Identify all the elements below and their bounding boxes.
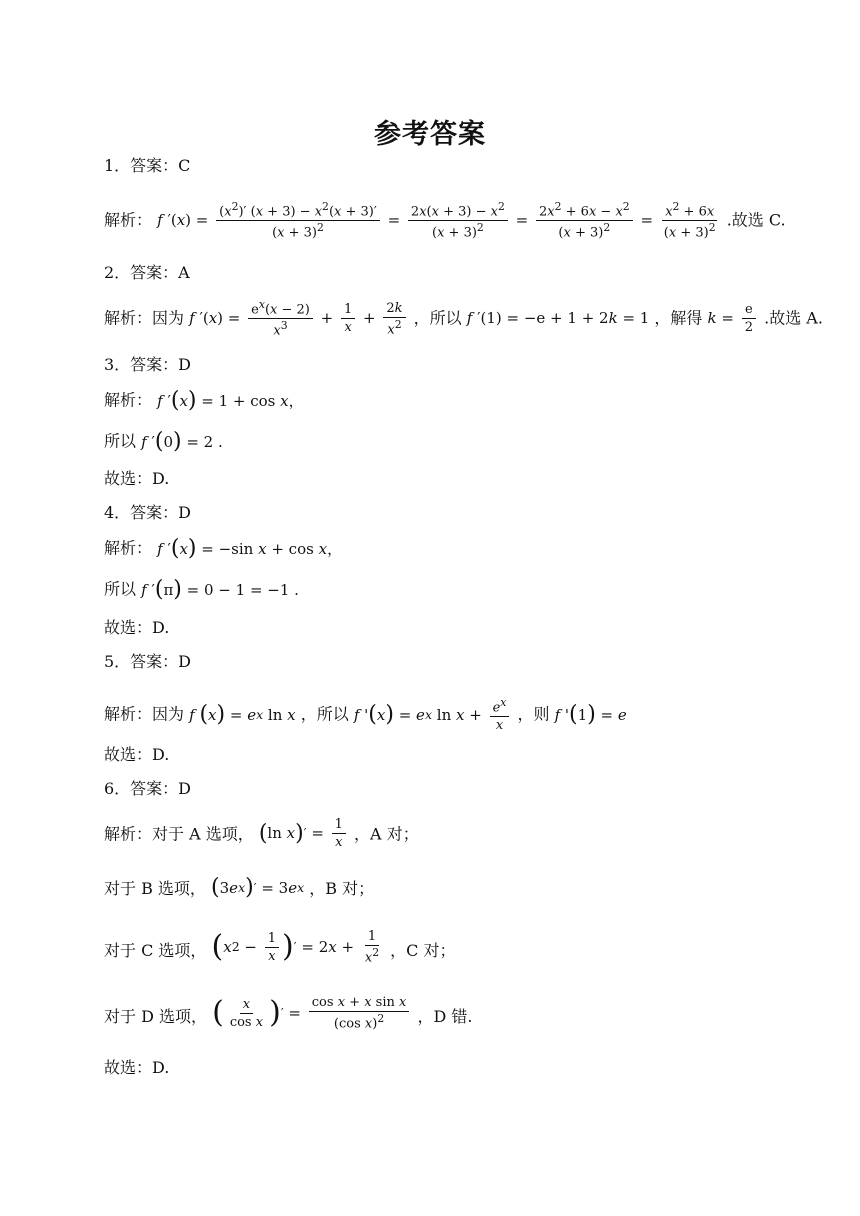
analysis-2 [104,300,823,338]
answer-6: 6．答案：D [104,779,192,798]
analysis-4-line2 [104,579,299,601]
conclusion-6: 故选：D. [104,1058,170,1077]
answer-4: 4．答案：D [104,503,192,522]
formula-5a: f ( x ) = e x ln x [189,702,296,728]
formula-1: f ′( x ) = $\frac{(x^2)' (x + 3) - x^2(x + 3)'}{(x + 3)^2}$ = $\frac{2x(x + 3) - x^2}{(x + 3)^2}$ = $\frac{2x^2 + 6x - x^2}{(x + 3)^2}$ = $\frac{x^2 + 6x}{(x + 3)^2}$ [157,200,716,241]
answer-5: 5．答案：D [104,652,192,671]
text-6a: 解析：对于 A 选项， [104,824,254,844]
analysis-3 [104,390,304,412]
formula-3b: f ′ ( 0 ) = 2 . [141,429,223,454]
analysis-5 [104,698,627,732]
formula-2a: f ′( x ) = $\frac{e^x(x - 2)}{x^3}$ + $\frac{1}{x}$ + $\frac{2k}{x^2}$ [189,300,408,338]
analysis-6-d [104,996,472,1030]
conclusion-1: .故选 C. [726,210,786,230]
text-2-mid2: ，解得 [654,308,703,328]
conclusion-3: 故选：D. [104,469,170,488]
text-5-mid2: ，则 [517,704,550,724]
formula-6d: ( $\frac{x}{\text{cos x}}$ ) ′ = $\frac{\text{cos x + x sin x}}{(\cos x)^2}$ [212,996,412,1030]
verdict-6d: ，D 错. [417,1007,473,1027]
analysis-4 [104,538,342,560]
formula-4a: f ′ ( x ) = −sin x + cos x ， [157,536,343,561]
answer-3: 3．答案：D [104,355,192,374]
formula-4b: f ′ ( π ) = 0 − 1 = −1 . [141,577,299,602]
text-4-so: 所以 [104,579,137,599]
text-6b: 对于 B 选项， [104,879,206,898]
formula-6c: ( x 2 − $\frac{1}{x}$ ) ′ = 2 x + $\frac{1}{x^2}$ [211,929,380,966]
formula-3a: f ′ ( x ) = 1 + cos x ， [157,388,304,413]
verdict-6b: ，B 对； [309,879,375,898]
conclusion-4: 故选：D. [104,618,170,637]
analysis-3-label: 解析： [104,390,153,410]
analysis-5-label: 解析：因为 [104,704,185,724]
analysis-6-b [104,877,374,899]
analysis-6-a [104,818,419,849]
verdict-6a: ，A 对； [354,824,419,844]
conclusion-5: 故选：D. [104,745,170,764]
text-3-so: 所以 [104,431,137,451]
analysis-4-label: 解析： [104,538,153,558]
page-title: 参考答案 [374,119,486,150]
formula-2c: k = $\frac{e}{2}$ [708,303,759,334]
analysis-3-line2 [104,431,223,453]
formula-5c: f ' ( 1 ) = e [554,702,627,728]
formula-5b: f ' ( x ) = e x ln x + $\frac{e^x}{x}$ [354,698,513,732]
formula-2b: f ′(1) = −e + 1 + 2 k = 1 [466,309,650,328]
answer-2: 2．答案：A [104,263,190,282]
conclusion-2: .故选 A. [764,308,823,328]
text-6c: 对于 C 选项， [104,941,207,961]
verdict-6c: ，C 对； [390,941,456,961]
analysis-2-label: 解析：因为 [104,308,185,328]
answer-1: 1．答案：C [104,156,191,175]
formula-6b: ( 3 e x ) ′ = 3 e x [211,875,305,900]
formula-6a: ( ln x ) ′ = $\frac{1}{x}$ [259,818,349,849]
analysis-6-c [104,930,456,964]
text-2-mid: ，所以 [413,308,462,328]
text-5-mid: ，所以 [300,704,349,724]
analysis-1 [104,202,786,240]
text-6d: 对于 D 选项， [104,1007,208,1027]
analysis-1-label: 解析： [104,210,153,230]
